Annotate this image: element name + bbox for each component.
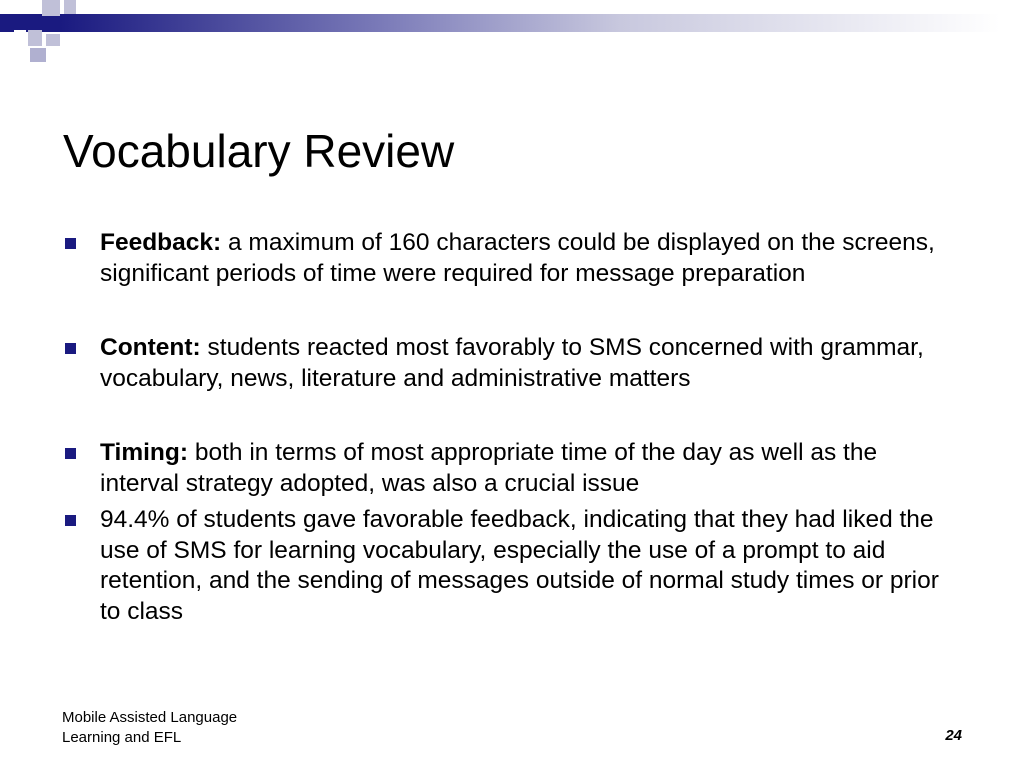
footer-line: Learning and EFL (62, 729, 182, 746)
square-bullet-icon (65, 515, 76, 526)
bullet-term: Content: (100, 334, 201, 361)
bullet-text: 94.4% of students gave favorable feedback, indicating that they had liked the use of SMS for learning vocabulary, especially the use of a prompt to aid retention, and the sending of messages outside of normal study times or prior to class (100, 506, 939, 625)
bullet-term: Timing: (100, 439, 189, 466)
decor-square (42, 0, 60, 16)
footer-line: Mobile Assisted Language (62, 709, 238, 726)
decor-square (30, 48, 46, 62)
bullet-list (62, 228, 962, 627)
header-gradient-bar (0, 14, 1024, 32)
bullet-term: Feedback: (100, 229, 222, 256)
square-bullet-icon (65, 238, 76, 249)
bullet-item-results (62, 505, 962, 627)
bullet-item-timing (62, 438, 962, 499)
decor-square (46, 34, 60, 46)
square-bullet-icon (65, 448, 76, 459)
decor-square (28, 30, 42, 46)
slide-title: Vocabulary Review (63, 125, 455, 177)
decor-square (14, 30, 26, 44)
bullet-text: students reacted most favorably to SMS concerned with grammar, vocabulary, news, literature and administrative matters (100, 334, 924, 392)
bullet-text: both in terms of most appropriate time of the day as well as the interval strategy adopted, was also a crucial issue (100, 439, 878, 497)
decor-square (64, 0, 76, 14)
bullet-item-content (62, 333, 962, 394)
slide-footer (62, 708, 237, 748)
bullet-item-feedback (62, 228, 962, 289)
page-number: 24 (945, 727, 962, 744)
square-bullet-icon (65, 343, 76, 354)
decor-square (14, 14, 28, 28)
bullet-text: a maximum of 160 characters could be displayed on the screens, significant periods of time were required for message preparation (100, 229, 935, 287)
